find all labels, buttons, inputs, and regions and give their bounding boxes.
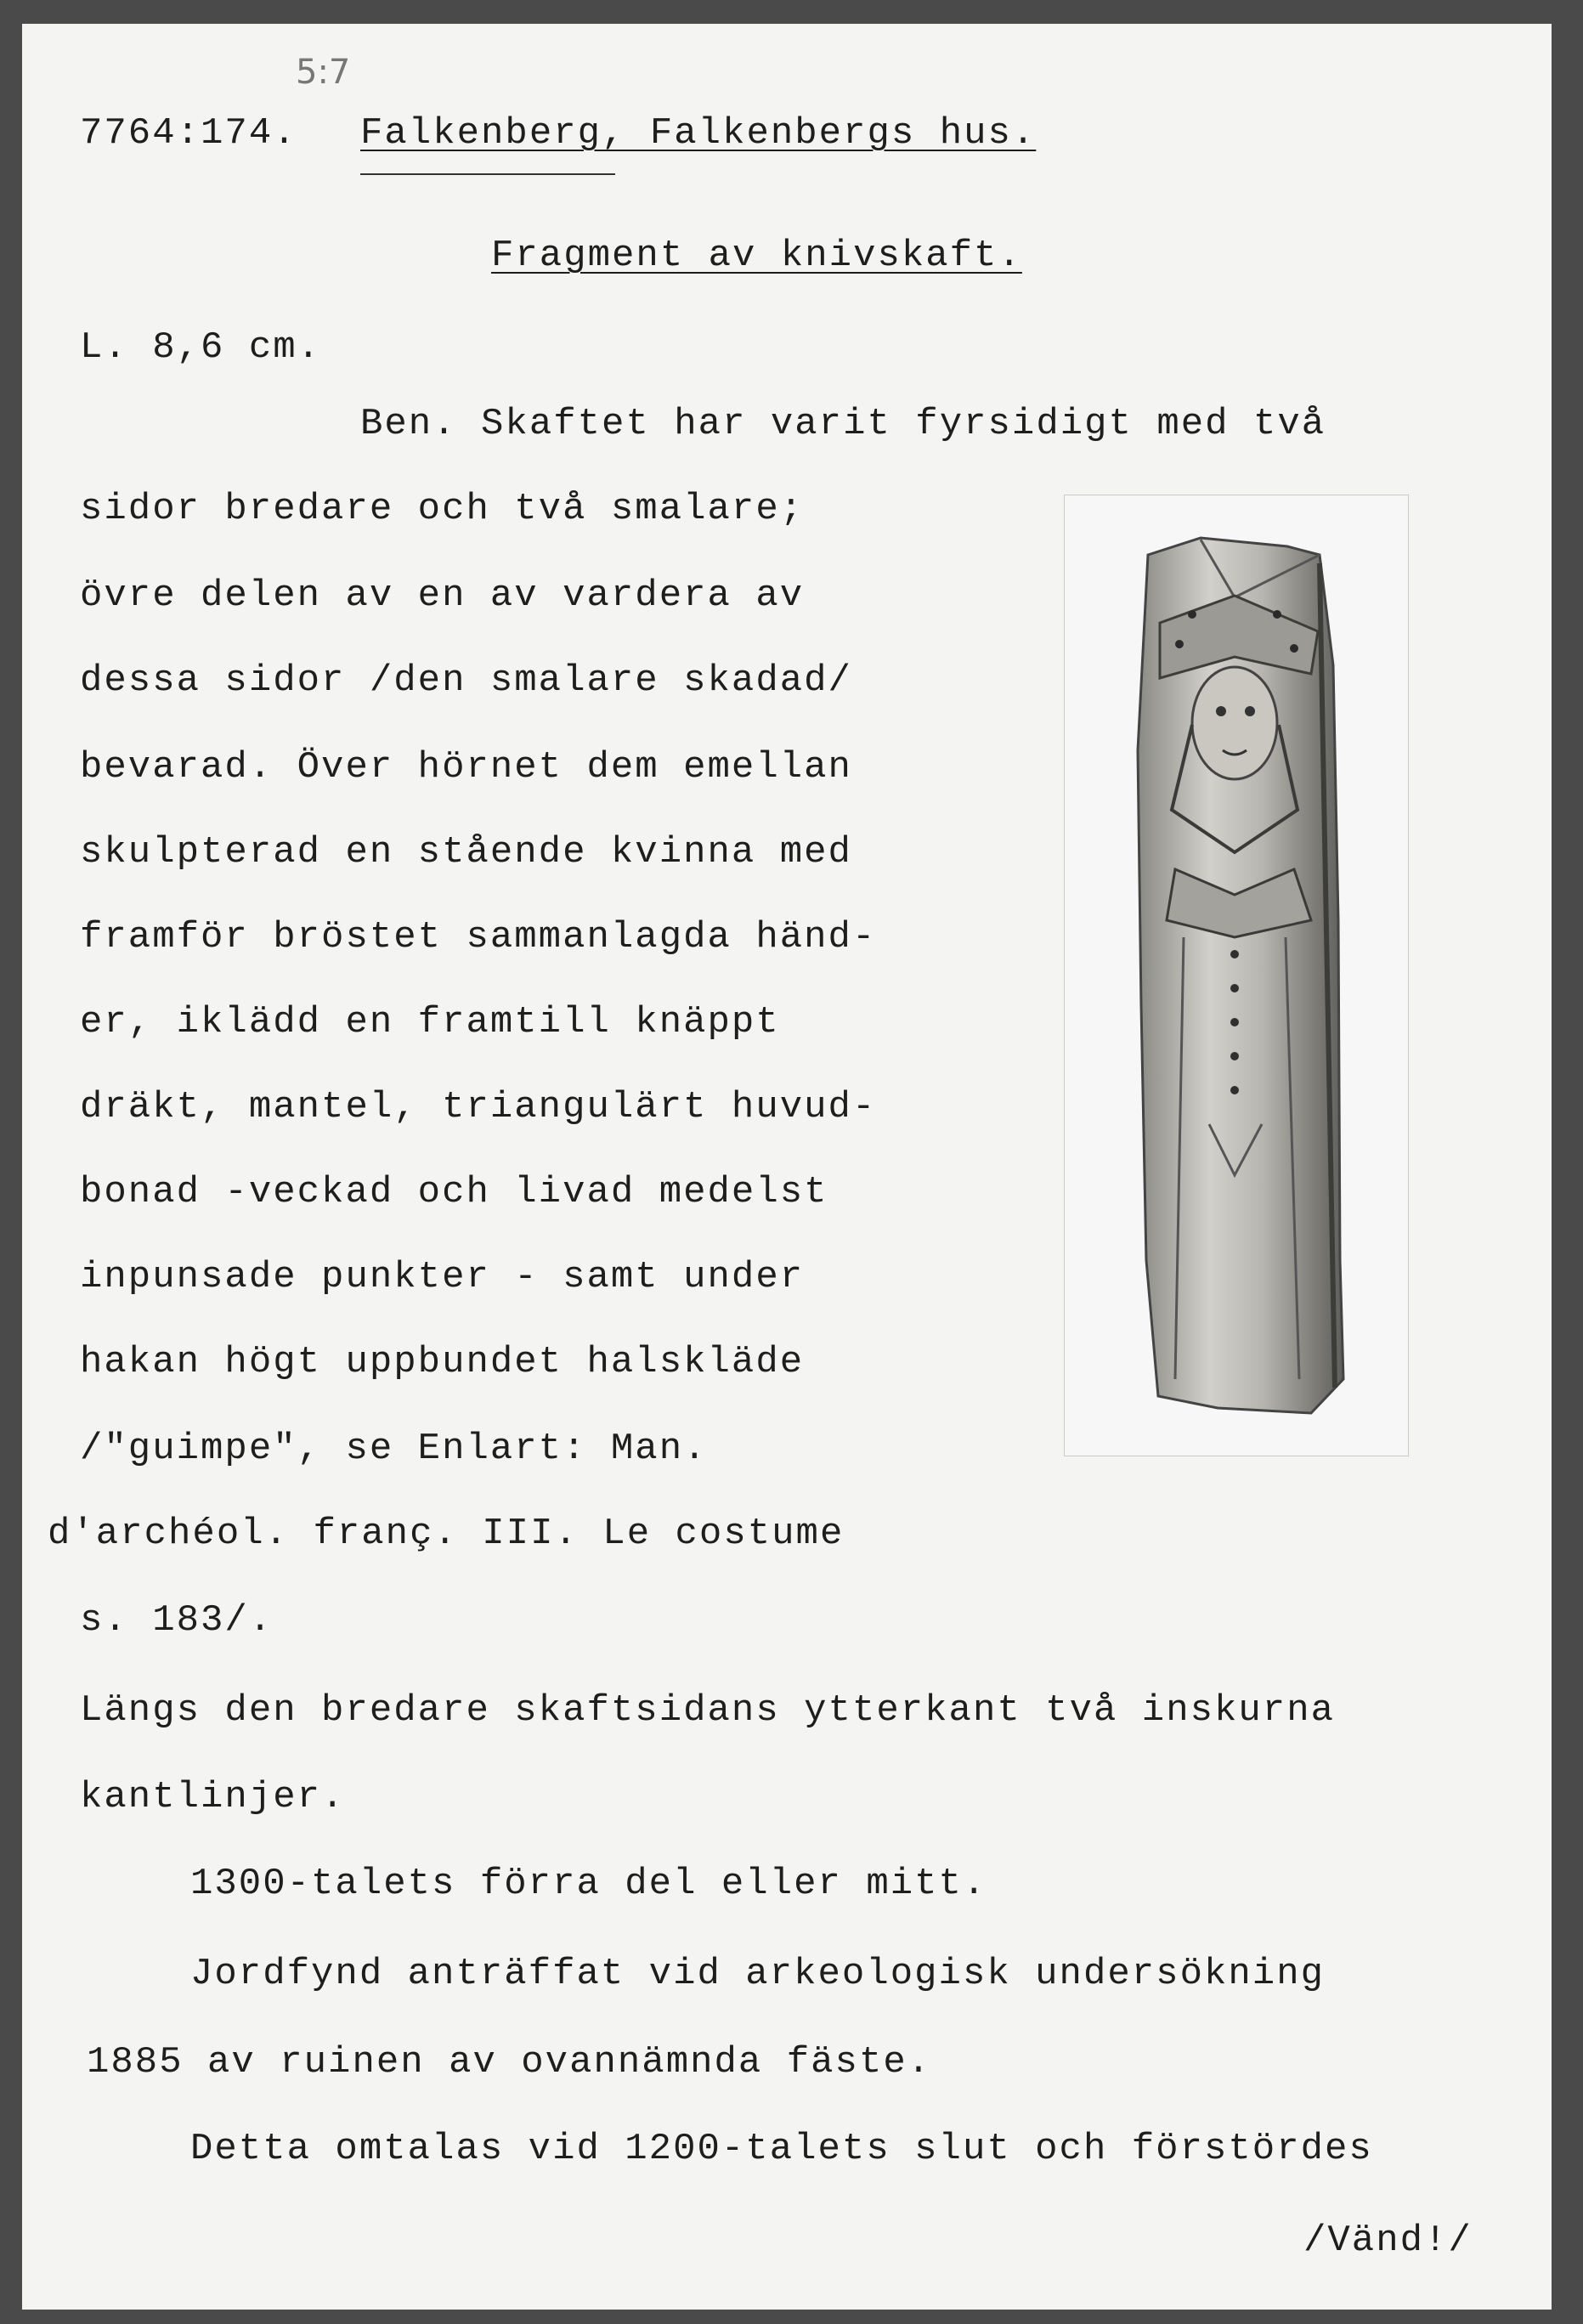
body-line: Ben. Skaftet har varit fyrsidigt med två	[360, 403, 1326, 445]
body-line: bevarad. Över hörnet dem emellan	[80, 746, 852, 789]
body-line: Längs den bredare skaftsidans ytterkant två inskurna	[80, 1689, 1336, 1732]
body-line: inpunsade punkter - samt under	[80, 1256, 805, 1298]
body-line: Jordfynd anträffat vid arkeologisk undersökning	[190, 1953, 1326, 1995]
body-line: 1300-talets förra del eller mitt.	[190, 1863, 987, 1905]
body-line: 1885 av ruinen av ovannämnda fäste.	[87, 2041, 932, 2084]
body-line: bonad -veckad och livad medelst	[80, 1171, 828, 1213]
body-line: sidor bredare och två smalare;	[80, 488, 805, 530]
body-line: skulpterad en stående kvinna med	[80, 831, 852, 874]
carved-bone-handle-image	[1065, 495, 1408, 1456]
location-heading: Falkenberg, Falkenbergs hus.	[360, 112, 1037, 155]
body-line: dessa sidor /den smalare skadad/	[80, 659, 852, 702]
pencil-note: 5:7	[296, 53, 351, 92]
body-line: övre delen av en av vardera av	[80, 574, 805, 617]
body-line: kantlinjer.	[80, 1776, 346, 1818]
measurement: L. 8,6 cm.	[80, 326, 322, 369]
catalog-number: 7764:174.	[80, 112, 297, 155]
object-title: Fragment av knivskaft.	[491, 235, 1022, 277]
body-line: hakan högt uppbundet halskläde	[80, 1341, 805, 1383]
body-line: d'archéol. franç. III. Le costume	[48, 1513, 845, 1555]
body-line: s. 183/.	[80, 1599, 274, 1642]
body-line: /"guimpe", se Enlart: Man.	[80, 1428, 708, 1470]
body-line: framför bröstet sammanlagda händ-	[80, 916, 877, 958]
body-line: dräkt, mantel, triangulärt huvud-	[80, 1086, 877, 1128]
body-line: Detta omtalas vid 1200-talets slut och förstördes	[190, 2128, 1373, 2170]
catalog-card	[22, 24, 1552, 2310]
knife-handle-photo	[1064, 495, 1409, 1456]
turn-over-note: /Vänd!/	[1303, 2219, 1473, 2262]
location-underline	[360, 173, 615, 175]
body-line: er, iklädd en framtill knäppt	[80, 1001, 780, 1043]
